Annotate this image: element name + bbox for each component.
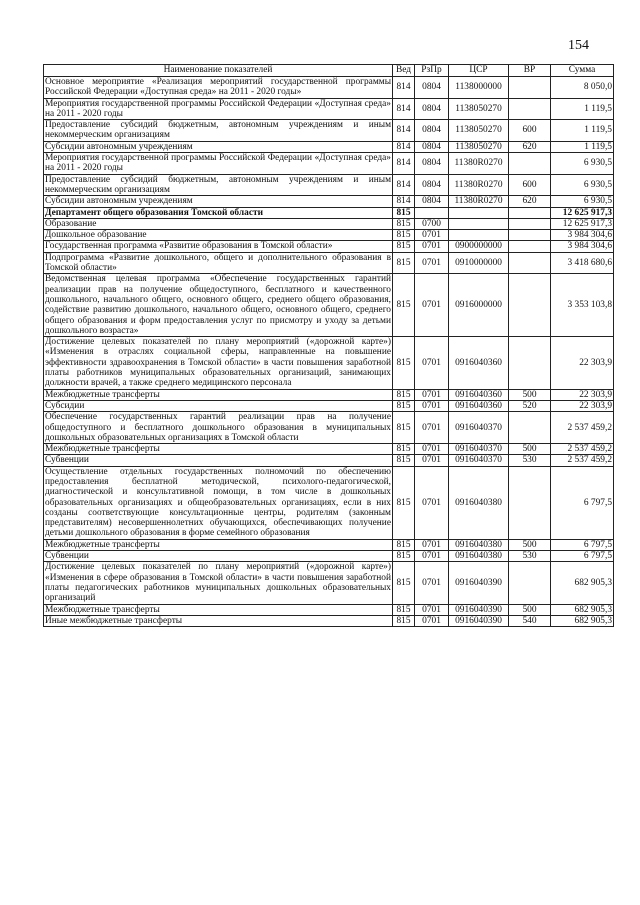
header-name: Наименование показателей (44, 65, 393, 77)
cell-csr: 0916040380 (449, 551, 509, 562)
cell-name: Субсидии автономным учреждениям (44, 196, 393, 207)
cell-vr (509, 207, 551, 218)
cell-csr: 11380R0270 (449, 196, 509, 207)
cell-csr: 11380R0270 (449, 153, 509, 175)
cell-csr: 0916040370 (449, 412, 509, 444)
cell-name: Мероприятия государственной программы Российской Федерации «Доступная среда» на 2011 - 2020 годы (45, 98, 391, 119)
cell-vr: 520 (509, 400, 551, 411)
cell-ved: 814 (393, 174, 415, 196)
cell-vr (509, 466, 551, 539)
cell-ved: 815 (393, 466, 415, 539)
cell-name: Субсидии (44, 400, 393, 411)
cell-name: Осуществление отдельных государственных полномочий по обеспечению предоставления бесплатной методической, психолого-педагогической, диагностической и консультативной помощи, в том числе в дошкольных образовательных организациях и общеобразовательных организациях, если в них созданы соответствующие консультационные центры, родителям (законным представителям) несовершеннолетних обучающихся, обеспечивающих получение детьми дошкольного образования в форме семейного образования (45, 466, 391, 539)
cell-ved: 815 (393, 615, 415, 626)
cell-csr (449, 230, 509, 241)
cell-rzpr: 0701 (415, 539, 449, 550)
cell-ved: 815 (393, 218, 415, 229)
cell-ved: 815 (393, 412, 415, 444)
cell-rzpr: 0804 (415, 174, 449, 196)
cell-name: Достижение целевых показателей по плану мероприятий («дорожной карте») «Изменения в сфере образования в Томской области» в части повышения заработной платы педагогических работников муниципальных дошкольных образовательных организаций (45, 562, 391, 604)
cell-name: Субсидии автономным учреждениям (44, 141, 393, 152)
cell-csr: 1138050270 (449, 141, 509, 152)
cell-ved: 815 (393, 539, 415, 550)
table-row (44, 196, 614, 207)
header-ved: Вед (393, 65, 415, 77)
cell-sum: 8 050,0 (551, 77, 614, 99)
cell-name: Межбюджетные трансферты (44, 604, 393, 615)
table-row (44, 455, 614, 466)
cell-name: Иные межбюджетные трансферты (44, 615, 393, 626)
cell-ved: 815 (393, 400, 415, 411)
budget-table (43, 64, 614, 627)
cell-sum: 682 905,3 (551, 604, 614, 615)
table-row (44, 551, 614, 562)
cell-csr: 0916040370 (449, 444, 509, 455)
cell-sum: 682 905,3 (551, 562, 614, 604)
cell-vr (509, 337, 551, 389)
cell-sum: 2 537 459,2 (551, 455, 614, 466)
header-vr: ВР (509, 65, 551, 77)
cell-vr: 600 (509, 120, 551, 142)
cell-sum: 6 797,5 (551, 466, 614, 539)
cell-ved: 815 (393, 241, 415, 252)
cell-csr: 0916040380 (449, 539, 509, 550)
cell-sum: 6 797,5 (551, 551, 614, 562)
cell-sum: 3 984 304,6 (551, 230, 614, 241)
page-number: 154 (568, 38, 589, 53)
table-row (44, 230, 614, 241)
table-row (44, 252, 614, 274)
cell-sum: 6 930,5 (551, 174, 614, 196)
cell-ved: 814 (393, 153, 415, 175)
cell-csr (449, 218, 509, 229)
cell-rzpr: 0701 (415, 389, 449, 400)
cell-vr (509, 252, 551, 274)
table-body (44, 77, 614, 627)
cell-sum: 6 930,5 (551, 153, 614, 175)
cell-rzpr: 0701 (415, 444, 449, 455)
cell-sum: 2 537 459,2 (551, 412, 614, 444)
cell-name: Достижение целевых показателей по плану мероприятий («дорожной карте») «Изменения в отраслях социальной сферы, направленные на повышение эффективности здравоохранения в Томской области» в части повышения заработной платы работников муниципальных образовательных организаций, занимающих должности врачей, а также среднего медицинского персонала (45, 337, 391, 389)
cell-name: Дошкольное образование (44, 230, 393, 241)
cell-name: Ведомственная целевая программа «Обеспечение государственных гарантий реализации прав на получение общедоступного, бесплатного и качественного дошкольного, начального общего, основного общего, среднего общего образования, содействие развитию дошкольного, начального общего, основного общего, среднего общего образования и форм предоставления услуг по присмотру и уходу за детьми дошкольного возраста» (45, 274, 391, 336)
cell-name: Государственная программа «Развитие образования в Томской области» (44, 241, 393, 252)
cell-vr: 620 (509, 196, 551, 207)
cell-ved: 815 (393, 337, 415, 389)
cell-sum: 12 625 917,3 (551, 218, 614, 229)
cell-rzpr: 0701 (415, 337, 449, 389)
cell-csr: 11380R0270 (449, 174, 509, 196)
cell-sum: 3 353 103,8 (551, 274, 614, 337)
cell-rzpr: 0804 (415, 98, 449, 120)
cell-name: Департамент общего образования Томской области (44, 207, 393, 218)
table-row (44, 274, 614, 337)
cell-csr: 0916000000 (449, 274, 509, 337)
table-row (44, 98, 614, 120)
cell-rzpr: 0804 (415, 153, 449, 175)
cell-ved: 814 (393, 77, 415, 99)
cell-sum: 1 119,5 (551, 98, 614, 120)
cell-ved: 815 (393, 604, 415, 615)
cell-csr (449, 207, 509, 218)
cell-csr: 1138050270 (449, 98, 509, 120)
cell-csr: 0916040360 (449, 337, 509, 389)
table-row (44, 562, 614, 604)
cell-vr: 530 (509, 551, 551, 562)
cell-vr (509, 77, 551, 99)
cell-csr: 0916040390 (449, 604, 509, 615)
cell-vr (509, 412, 551, 444)
cell-ved: 814 (393, 141, 415, 152)
cell-ved: 815 (393, 230, 415, 241)
cell-vr (509, 153, 551, 175)
cell-rzpr (415, 207, 449, 218)
cell-csr: 1138050270 (449, 120, 509, 142)
cell-ved: 815 (393, 274, 415, 337)
table-row (44, 120, 614, 142)
cell-vr (509, 274, 551, 337)
table-row (44, 412, 614, 444)
table-row (44, 389, 614, 400)
table-row (44, 174, 614, 196)
cell-ved: 814 (393, 196, 415, 207)
cell-csr: 0916040380 (449, 466, 509, 539)
cell-rzpr: 0701 (415, 274, 449, 337)
cell-sum: 22 303,9 (551, 389, 614, 400)
cell-vr: 540 (509, 615, 551, 626)
cell-rzpr: 0701 (415, 230, 449, 241)
cell-vr: 500 (509, 444, 551, 455)
cell-csr: 0910000000 (449, 252, 509, 274)
table-row (44, 466, 614, 539)
cell-rzpr: 0701 (415, 551, 449, 562)
table-row (44, 604, 614, 615)
cell-sum: 22 303,9 (551, 337, 614, 389)
cell-vr (509, 241, 551, 252)
cell-rzpr: 0701 (415, 412, 449, 444)
cell-name: Межбюджетные трансферты (44, 389, 393, 400)
cell-csr: 1138000000 (449, 77, 509, 99)
table-row (44, 241, 614, 252)
cell-vr (509, 98, 551, 120)
cell-sum: 3 418 680,6 (551, 252, 614, 274)
cell-ved: 815 (393, 455, 415, 466)
cell-vr: 500 (509, 389, 551, 400)
cell-ved: 815 (393, 252, 415, 274)
cell-rzpr: 0701 (415, 455, 449, 466)
cell-ved: 815 (393, 207, 415, 218)
cell-csr: 0916040370 (449, 455, 509, 466)
cell-vr: 620 (509, 141, 551, 152)
cell-name: Межбюджетные трансферты (44, 444, 393, 455)
table-row (44, 153, 614, 175)
cell-sum: 1 119,5 (551, 120, 614, 142)
cell-sum: 22 303,9 (551, 400, 614, 411)
table-row (44, 337, 614, 389)
cell-ved: 814 (393, 98, 415, 120)
cell-sum: 6 797,5 (551, 539, 614, 550)
cell-vr (509, 562, 551, 604)
cell-rzpr: 0804 (415, 141, 449, 152)
cell-sum: 1 119,5 (551, 141, 614, 152)
cell-vr (509, 230, 551, 241)
cell-rzpr: 0700 (415, 218, 449, 229)
cell-csr: 0900000000 (449, 241, 509, 252)
cell-vr: 530 (509, 455, 551, 466)
table-row (44, 207, 614, 218)
cell-csr: 0916040390 (449, 562, 509, 604)
cell-name: Обеспечение государственных гарантий реализации прав на получение общедоступного и бесплатного дошкольного образования в муниципальных дошкольных образовательных организациях в Томской области (45, 412, 391, 443)
table-header-row (44, 65, 614, 77)
table-row (44, 615, 614, 626)
cell-rzpr: 0804 (415, 120, 449, 142)
cell-rzpr: 0804 (415, 77, 449, 99)
cell-rzpr: 0701 (415, 562, 449, 604)
header-rzpr: РзПр (415, 65, 449, 77)
table-row (44, 77, 614, 99)
cell-sum: 682 905,3 (551, 615, 614, 626)
cell-csr: 0916040360 (449, 400, 509, 411)
cell-name: Межбюджетные трансферты (44, 539, 393, 550)
cell-sum: 6 930,5 (551, 196, 614, 207)
cell-name: Основное мероприятие «Реализация мероприятий государственной программы Российской Федерации «Доступная среда» на 2011 - 2020 годы» (45, 77, 391, 98)
cell-ved: 815 (393, 551, 415, 562)
cell-rzpr: 0701 (415, 400, 449, 411)
cell-name: Предоставление субсидий бюджетным, автономным учреждениям и иным некоммерческим организациям (45, 174, 391, 195)
cell-rzpr: 0701 (415, 615, 449, 626)
table-row (44, 400, 614, 411)
table-row (44, 539, 614, 550)
cell-rzpr: 0701 (415, 466, 449, 539)
cell-name: Образование (44, 218, 393, 229)
cell-vr (509, 218, 551, 229)
header-sum: Сумма (551, 65, 614, 77)
cell-name: Субвенции (44, 551, 393, 562)
cell-name: Подпрограмма «Развитие дошкольного, общего и дополнительного образования в Томской области» (45, 252, 391, 274)
cell-rzpr: 0701 (415, 241, 449, 252)
cell-ved: 815 (393, 562, 415, 604)
cell-name: Мероприятия государственной программы Российской Федерации «Доступная среда» на 2011 - 2020 годы (45, 153, 391, 174)
cell-csr: 0916040360 (449, 389, 509, 400)
cell-name: Субвенции (44, 455, 393, 466)
cell-vr: 600 (509, 174, 551, 196)
cell-rzpr: 0701 (415, 252, 449, 274)
table-row (44, 218, 614, 229)
cell-rzpr: 0701 (415, 604, 449, 615)
cell-vr: 500 (509, 604, 551, 615)
cell-sum: 2 537 459,2 (551, 444, 614, 455)
cell-ved: 815 (393, 444, 415, 455)
cell-rzpr: 0804 (415, 196, 449, 207)
cell-sum: 12 625 917,3 (551, 207, 614, 218)
cell-ved: 815 (393, 389, 415, 400)
cell-vr: 500 (509, 539, 551, 550)
cell-csr: 0916040390 (449, 615, 509, 626)
cell-sum: 3 984 304,6 (551, 241, 614, 252)
header-csr: ЦСР (449, 65, 509, 77)
table-row (44, 444, 614, 455)
table-row (44, 141, 614, 152)
cell-ved: 814 (393, 120, 415, 142)
cell-name: Предоставление субсидий бюджетным, автономным учреждениям и иным некоммерческим организациям (45, 120, 391, 141)
